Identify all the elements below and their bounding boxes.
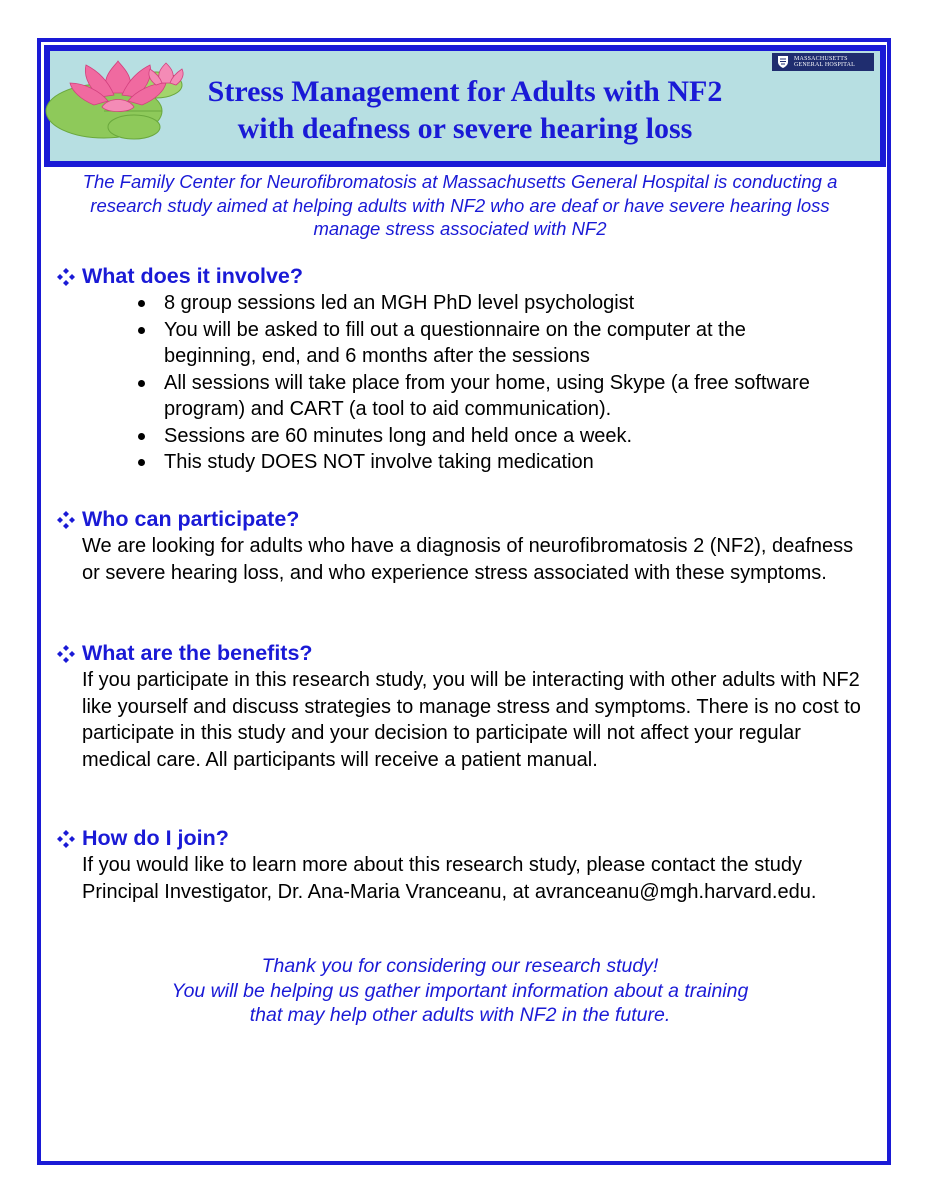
- shield-icon: [776, 55, 790, 69]
- section-heading: [55, 506, 875, 533]
- logo-line-1: MASSACHUSETTS: [794, 55, 848, 62]
- bullet-list: [135, 290, 875, 476]
- section-heading-text: Who can participate?: [82, 507, 300, 531]
- list-item: This study DOES NOT involve taking medication: [135, 449, 875, 476]
- section-heading-text: What does it involve?: [82, 264, 303, 288]
- page-title: [50, 73, 880, 147]
- mgh-logo: [772, 53, 874, 71]
- closing-line-2: You will be helping us gather important information about a training: [171, 979, 749, 1002]
- section-body: If you would like to learn more about this research study, please contact the study Principal Investigator, Dr. Ana-Maria Vranceanu, at avranceanu@mgh.harvard.edu.: [82, 854, 817, 903]
- list-item: All sessions will take place from your home, using Skype (a free software program) and CART (a tool to aid communication).: [135, 370, 875, 423]
- section-heading: [55, 825, 875, 852]
- logo-line-2: GENERAL HOSPITAL: [794, 62, 855, 68]
- diamond-bullet-icon: [55, 266, 77, 288]
- section-what-does-it-involve: [55, 263, 875, 476]
- section-body: If you participate in this research study, you will be interacting with other adults with NF2 like yourself and discuss strategies to manage stress and symptoms. There is no cost to participate in this study and your decision to participate will not affect your regular medical care. All participants will receive a patient manual.: [82, 669, 861, 771]
- title-banner: [44, 45, 886, 167]
- closing-line-3: that may help other adults with NF2 in the future.: [249, 1004, 671, 1026]
- section-who-can-participate: [55, 506, 875, 586]
- diamond-bullet-icon: [55, 643, 77, 665]
- section-body: We are looking for adults who have a diagnosis of neurofibromatosis 2 (NF2), deafness or severe hearing loss, and who experience stress associated with these symptoms.: [82, 535, 854, 584]
- list-item: You will be asked to fill out a questionnaire on the computer at the beginning, end, and 6 months after the sessions: [135, 317, 875, 370]
- list-item: 8 group sessions led an MGH PhD level psychologist: [135, 290, 875, 317]
- diamond-bullet-icon: [55, 828, 77, 850]
- diamond-bullet-icon: [55, 509, 77, 531]
- closing-message: [60, 954, 860, 1028]
- section-heading: [55, 263, 875, 290]
- title-line-2: with deafness or severe hearing loss: [237, 112, 693, 145]
- title-line-1: Stress Management for Adults with NF2: [207, 75, 723, 108]
- list-item: Sessions are 60 minutes long and held once a week.: [135, 423, 875, 450]
- section-heading-text: What are the benefits?: [82, 641, 313, 665]
- section-how-do-i-join: [55, 825, 875, 905]
- section-heading: [55, 640, 875, 667]
- section-what-are-the-benefits: [55, 640, 875, 773]
- section-heading-text: How do I join?: [82, 826, 229, 850]
- intro-paragraph: The Family Center for Neurofibromatosis at Massachusetts General Hospital is conducting a research study aimed at helping adults with NF2 who are deaf or have severe hearing loss manage stress associated with NF2: [82, 171, 838, 239]
- closing-line-1: Thank you for considering our research study!: [261, 955, 659, 977]
